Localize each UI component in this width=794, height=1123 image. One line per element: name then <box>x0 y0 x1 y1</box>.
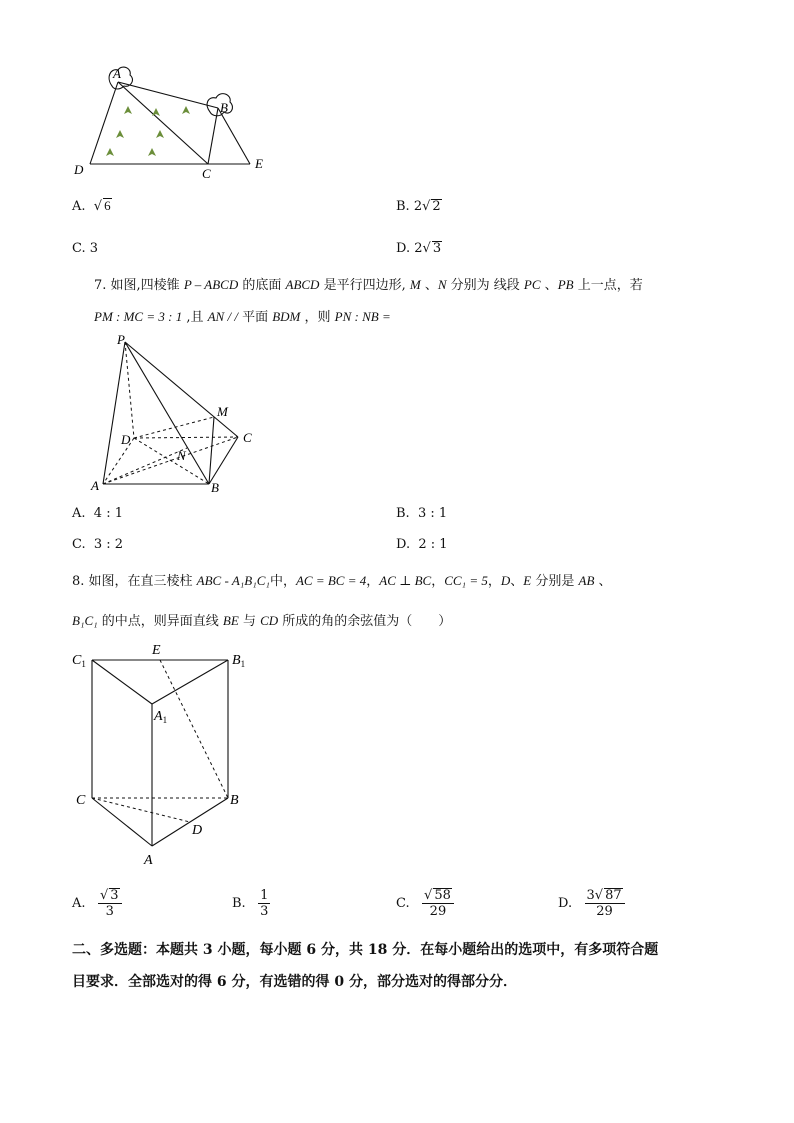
q8-label-C: C <box>76 793 86 808</box>
q7-label-D: D <box>121 432 131 447</box>
q6-figure <box>60 60 280 190</box>
q6-option-c[interactable] <box>72 240 98 258</box>
q8-option-d[interactable] <box>558 886 625 922</box>
q6-option-b-radicand: 2 <box>432 199 441 214</box>
q8-option-b-label: B. <box>232 896 246 911</box>
q8-option-d-fraction: $\frac{3√ 87}{29}$ <box>585 888 625 919</box>
q6-option-d-radicand: 3 <box>432 241 442 256</box>
q7-option-d-value: 2 : 1 <box>418 537 448 552</box>
q7-option-b[interactable] <box>396 505 447 523</box>
q8-stem-line2: B₁C₁ 的中点，则异面直线 BE 与 CD 所成的角的余弦值为（ ） <box>72 613 452 629</box>
q6-label-B: B <box>220 100 228 115</box>
q6-label-D: D <box>74 162 84 177</box>
q7-option-a-label: A. <box>72 506 86 521</box>
q7-stem-line2: PM : MC = 3 : 1 ,且 AN / / 平面 BDM ，则 PN : NB = <box>94 309 391 325</box>
section2-heading-line1: 二、多选题：本题共 3 小题，每小题 6 分，共 18 分．在每小题给出的选项中，有多项符合题 <box>72 942 659 958</box>
q6-option-c-value: 3 <box>89 241 99 256</box>
q6-option-a-label: A. <box>72 199 86 214</box>
q8-label-E: E <box>152 643 161 658</box>
q8-stem-line1: 8. 如图，在直三棱柱 ABC - A₁B₁C₁中，AC = BC = 4，AC ⊥ BC，CC₁ = 5，D、E 分别是 AB 、 <box>72 573 612 589</box>
q6-label-C: C <box>202 166 211 181</box>
q6-option-d-label: D. <box>396 241 411 256</box>
q8-option-b[interactable] <box>232 886 270 922</box>
q7-option-a[interactable] <box>72 505 123 523</box>
q8-label-B1: $B_1$ <box>232 653 246 669</box>
q6-option-b-coef: 2 <box>413 199 423 214</box>
q6-option-a-radicand: 6 <box>104 198 111 213</box>
q6-option-a[interactable]: A. √ 6 <box>72 198 111 214</box>
q8-option-b-fraction: $\frac{1}{3}$ <box>260 888 269 919</box>
q8-option-a-fraction: $\frac{√ 3}{3}$ <box>98 888 122 919</box>
q6-option-d-coef: 2 <box>414 241 423 256</box>
q8-label-A: A <box>144 853 153 868</box>
q7-option-b-value: 3 : 1 <box>417 506 448 521</box>
q8-option-a-label: A. <box>72 896 86 911</box>
q6-tree-icons <box>106 106 190 156</box>
q8-option-d-label: D. <box>558 896 573 911</box>
q6-label-A: A <box>113 66 121 81</box>
q7-figure <box>85 330 270 495</box>
q8-figure <box>66 640 266 870</box>
q8-label-C1: $C_1$ <box>72 653 86 669</box>
q7-stem-line1: 7. 如图,四棱锥 P – ABCD 的底面 ABCD 是平行四边形, M 、N 分别为 线段 PC 、PB 上一点，若 <box>94 277 643 293</box>
q6-option-b[interactable]: B. 2√ 2 <box>396 199 441 214</box>
q7-option-d-label: D. <box>396 537 411 552</box>
q8-label-D: D <box>192 823 203 838</box>
q7-label-P: P <box>117 332 125 347</box>
q6-label-E: E <box>255 156 263 171</box>
q7-option-d[interactable] <box>396 536 448 554</box>
q7-label-M: M <box>217 404 228 419</box>
q8-option-c-label: C. <box>396 896 410 911</box>
q7-option-b-label: B. <box>396 506 410 521</box>
q7-label-C: C <box>243 430 252 445</box>
q7-option-c-value: 3 : 2 <box>93 537 124 552</box>
q6-option-d[interactable]: D. 2√ 3 <box>396 241 442 256</box>
q8-option-a[interactable] <box>72 886 122 922</box>
q7-option-a-value: 4 : 1 <box>93 506 123 521</box>
q6-option-b-label: B. <box>396 199 410 214</box>
q7-label-A: A <box>91 478 99 493</box>
section2-heading-line2: 目要求．全部选对的得 6 分，有选错的得 0 分，部分选对的得部分分． <box>72 974 517 990</box>
q7-label-B: B <box>211 480 219 495</box>
q6-option-c-label: C. <box>72 241 86 256</box>
q8-label-A1: $A_1$ <box>154 709 168 725</box>
q7-option-c[interactable] <box>72 536 123 554</box>
q7-label-N: N <box>177 448 186 463</box>
q8-option-c-fraction: $\frac{√ 58}{29}$ <box>422 888 454 919</box>
q8-label-B: B <box>230 793 239 808</box>
q7-option-c-label: C. <box>72 537 86 552</box>
q8-option-c[interactable] <box>396 886 454 922</box>
